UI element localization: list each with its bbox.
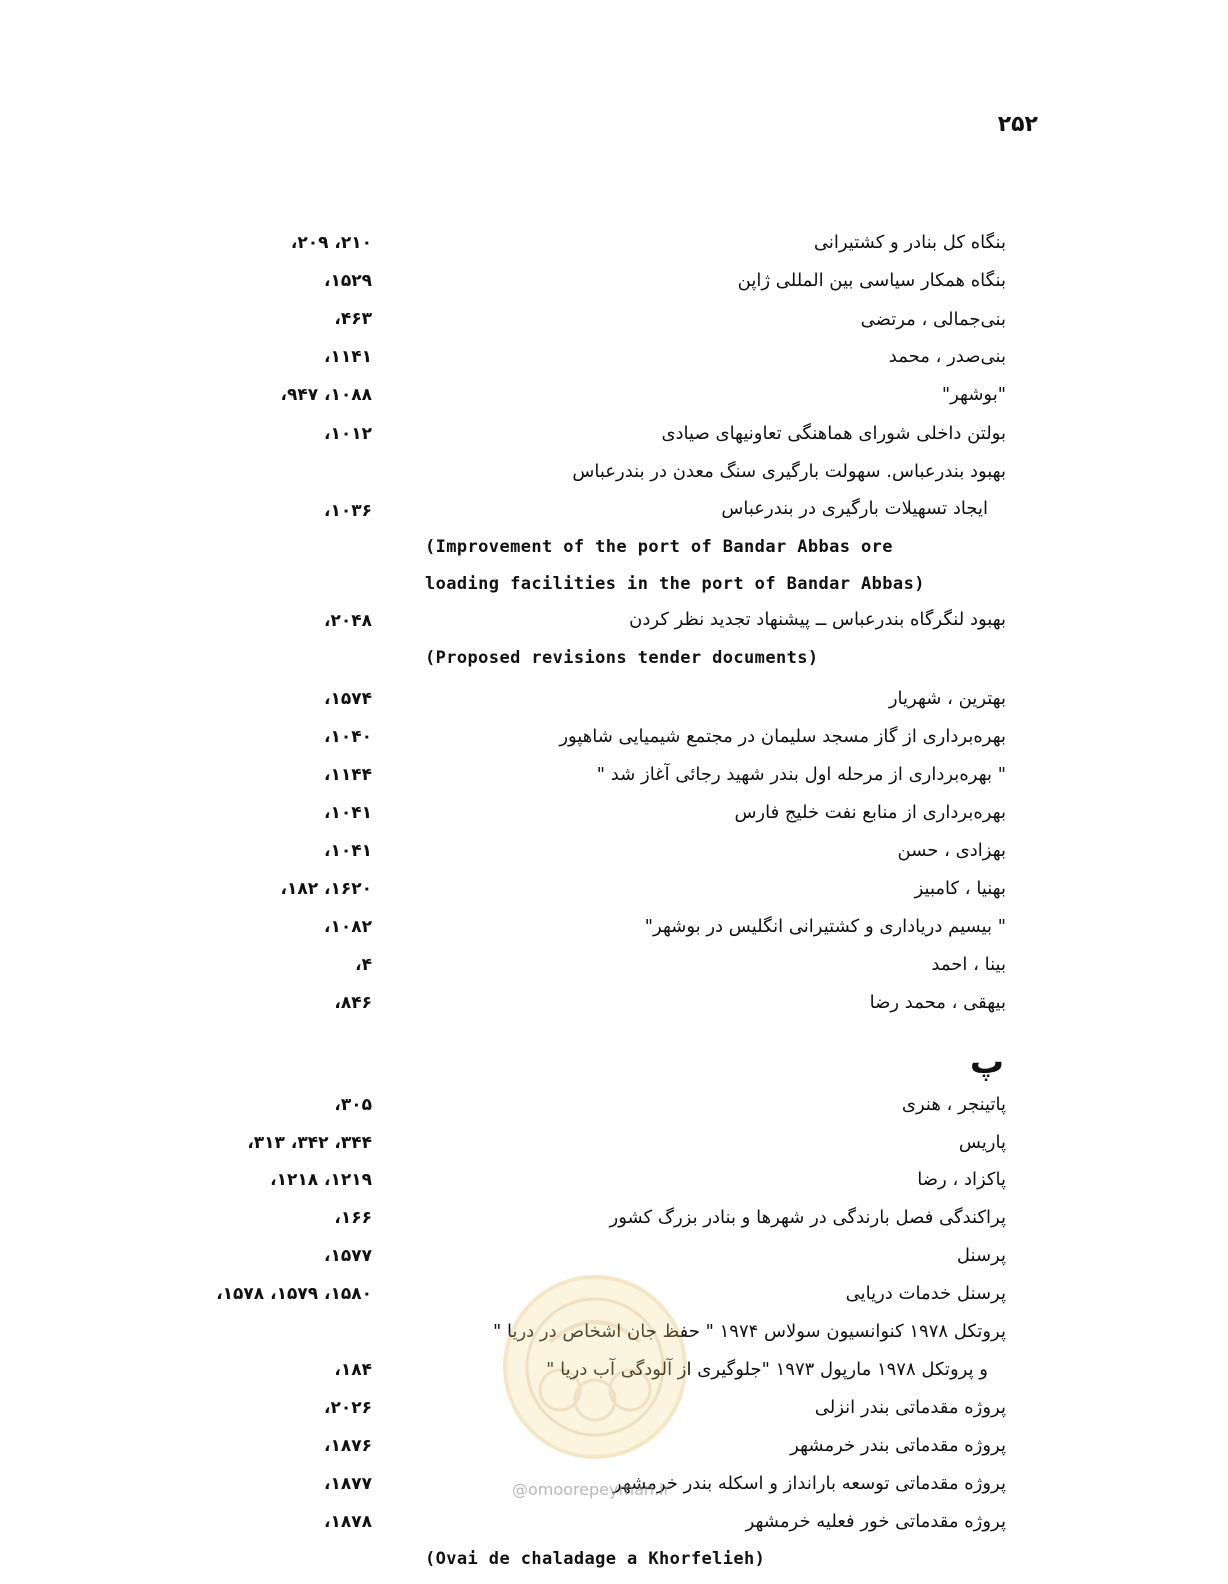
index-pages: ۱۵۷۴،	[324, 689, 372, 709]
index-term: بنگاه همکار سیاسی بین المللی ژاپن	[737, 270, 1006, 291]
watermark-caption: @omoorepeyman.ir	[512, 1480, 671, 1499]
index-pages: ۱۰۸۸، ۹۴۷،	[280, 385, 372, 405]
index-pages: ۱۶۶،	[334, 1208, 372, 1228]
section-letter: پ	[969, 1042, 1004, 1082]
index-term: بهترین ، شهریار	[888, 688, 1006, 709]
english-translation: (Improvement of the port of Bandar Abbas ore	[425, 537, 893, 557]
index-pages: ۱۱۴۱،	[324, 347, 372, 367]
index-term: "بوشهر"	[941, 384, 1006, 405]
index-pages: ۱۸۷۷،	[324, 1474, 372, 1494]
index-term: پرسنل	[956, 1245, 1006, 1266]
english-translation: (Ovai de chaladage a Khorfelieh)	[425, 1549, 766, 1569]
english-translation: loading facilities in the port of Bandar Abbas)	[425, 574, 925, 594]
page-number: ۲۵۲	[997, 112, 1038, 137]
index-pages: ۱۰۴۰،	[324, 727, 372, 747]
index-term: پاریس	[958, 1132, 1006, 1153]
index-pages: ۱۶۲۰، ۱۸۲،	[280, 879, 372, 899]
english-translation: (Proposed revisions tender documents)	[425, 648, 819, 668]
index-term: پاتینجر ، هنری	[901, 1094, 1006, 1115]
index-term: بنگاه کل بنادر و کشتیرانی	[813, 232, 1006, 253]
index-pages: ۱۸۷۶،	[324, 1436, 372, 1456]
index-term: بولتن داخلی شورای هماهنگی تعاونیهای صیادی	[661, 423, 1006, 444]
index-pages: ۱۰۸۲،	[324, 917, 372, 937]
index-pages: ۱۰۳۶،	[324, 501, 372, 521]
index-term: پروژه مقدماتی توسعه بارانداز و اسکله بندر خرمشهر	[612, 1473, 1006, 1494]
index-pages: ۱۱۴۴،	[324, 765, 372, 785]
index-term: بهبود بندرعباس. سهولت بارگیری سنگ معدن در بندرعباس	[572, 461, 1006, 482]
index-term: " بهره‌برداری از مرحله اول بندر شهید رجائی آغاز شد "	[596, 764, 1006, 785]
index-pages: ۱۲۱۹، ۱۲۱۸،	[270, 1170, 372, 1190]
index-term: بهبود لنگرگاه بندرعباس ــ پیشنهاد تجدید نظر کردن	[629, 609, 1006, 630]
index-pages: ۱۰۴۱،	[324, 841, 372, 861]
index-term: پروژه مقدماتی بندر انزلی	[814, 1397, 1006, 1418]
index-term: ایجاد تسهیلات بارگیری در بندرعباس	[721, 498, 988, 519]
index-term: پرسنل خدمات دریایی	[845, 1283, 1006, 1304]
index-pages: ۱۰۴۱،	[324, 803, 372, 823]
index-pages: ۱۵۲۹،	[324, 271, 372, 291]
index-term: پاکزاد ، رضا	[917, 1169, 1006, 1190]
index-term: " بیسیم دریاداری و کشتیرانی انگلیس در بوشهر"	[644, 916, 1006, 937]
index-term: بهنیا ، کامبیز	[914, 878, 1006, 899]
index-term: پروتکل ۱۹۷۸ کنوانسیون سولاس ۱۹۷۴ " حفظ جان اشخاص در دریا "	[492, 1321, 1006, 1342]
index-term: بهره‌برداری از گاز مسجد سلیمان در مجتمع شیمیایی شاهپور	[559, 726, 1006, 747]
index-pages: ۸۴۶،	[334, 993, 372, 1013]
index-pages: ۱۵۷۷،	[324, 1246, 372, 1266]
index-term: بهزادی ، حسن	[897, 840, 1006, 861]
index-pages: ۱۸۷۸،	[324, 1512, 372, 1532]
index-pages: ۲۰۴۸،	[324, 611, 372, 631]
index-term: بینا ، احمد	[931, 954, 1006, 975]
index-pages: ۴۶۳،	[334, 309, 372, 329]
index-term: بنی‌صدر ، محمد	[888, 346, 1006, 367]
index-term: و پروتکل ۱۹۷۸ مارپول ۱۹۷۳ "جلوگیری از آلودگی آب دریا "	[546, 1359, 988, 1380]
index-pages: ۱۰۱۲،	[324, 424, 372, 444]
index-pages: ۴،	[355, 955, 372, 975]
index-term: پراکندگی فصل بارندگی در شهرها و بنادر بزرگ کشور	[609, 1207, 1006, 1228]
index-term: بهره‌برداری از منابع نفت خلیج فارس	[734, 802, 1006, 823]
index-term: بیهقی ، محمد رضا	[869, 992, 1006, 1013]
index-pages: ۲۱۰، ۲۰۹،	[290, 233, 372, 253]
index-pages: ۲۰۲۶،	[324, 1398, 372, 1418]
index-term: پروژه مقدماتی بندر خرمشهر	[790, 1435, 1006, 1456]
index-pages: ۳۰۵،	[334, 1095, 372, 1115]
index-term: بنی‌جمالی ، مرتضی	[860, 309, 1006, 330]
index-pages: ۱۵۸۰، ۱۵۷۹، ۱۵۷۸،	[216, 1284, 372, 1304]
index-pages: ۳۴۴، ۳۴۲، ۳۱۳،	[247, 1133, 372, 1153]
index-term: پروژه مقدماتی خور فعلیه خرمشهر	[745, 1511, 1006, 1532]
index-pages: ۱۸۴،	[334, 1360, 372, 1380]
